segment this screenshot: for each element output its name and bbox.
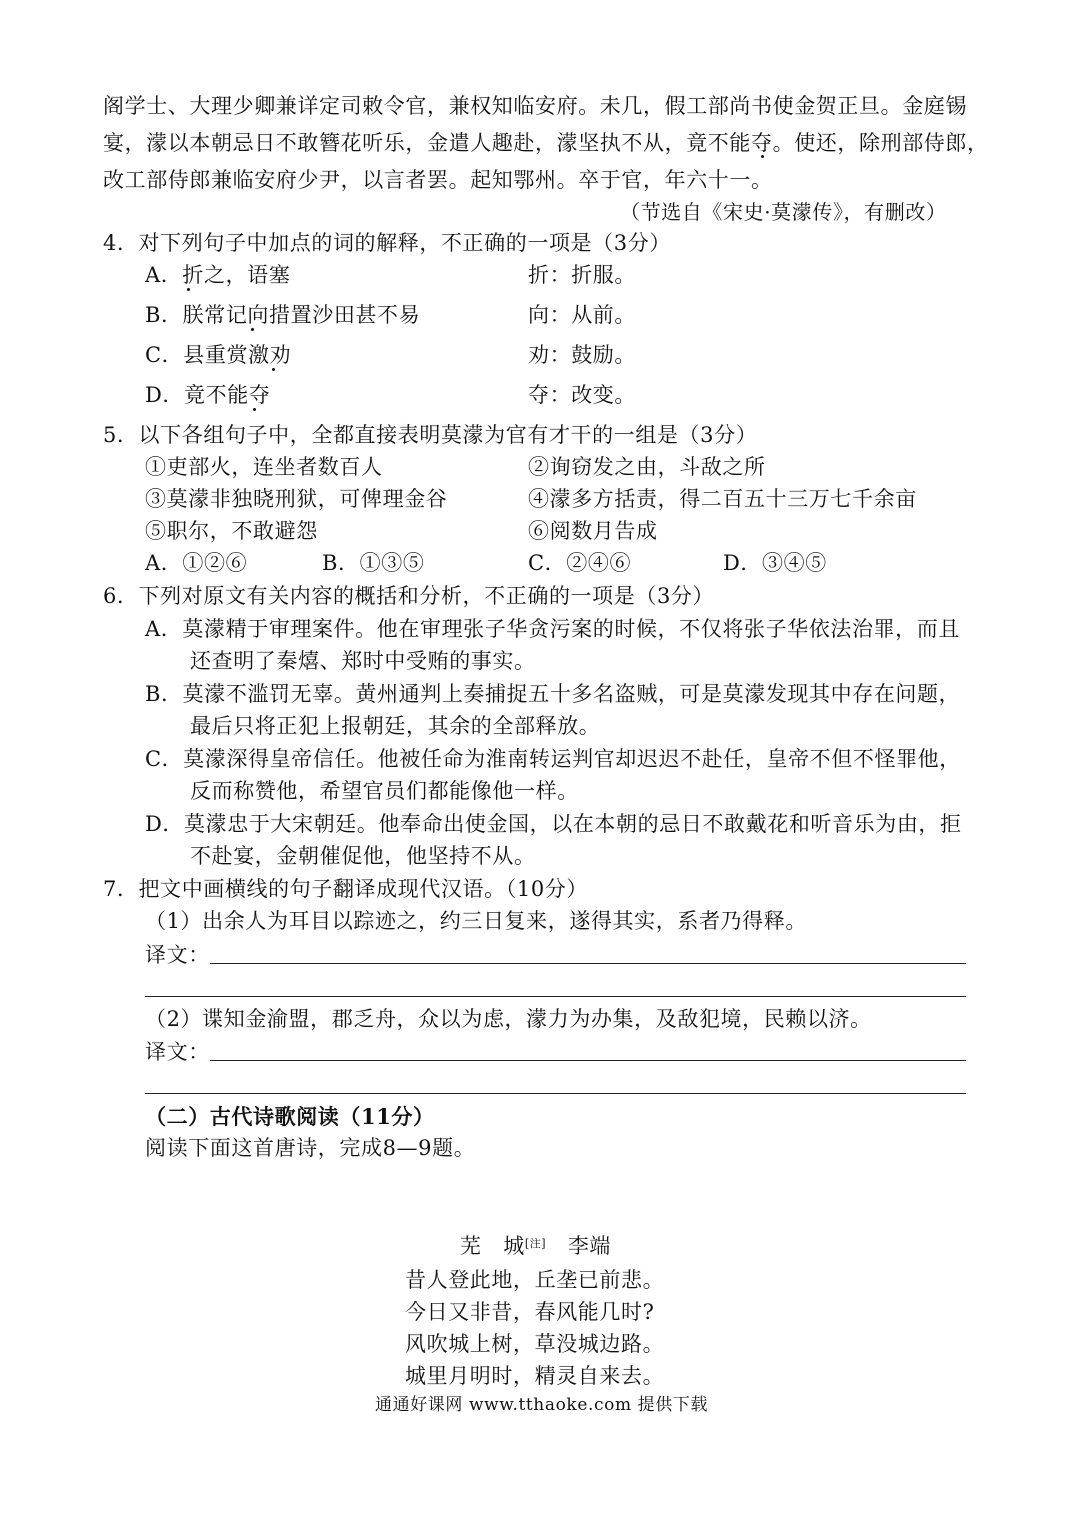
answer-line[interactable] [210,1060,966,1061]
q5-item-5: ⑤职尔，不敢避怨 [145,519,318,543]
q6-option-d-line2: 不赴宴，金朝催促他，他坚持不从。 [190,844,536,868]
q4-option-b-gloss: 向：从前。 [528,303,636,327]
emphasis-dot [272,368,275,371]
q5-choice-b: B．①③⑤ [322,551,425,575]
q7-answer-label-1: 译文： [145,943,210,967]
passage-line-3: 改工部侍郎兼临安府少尹，以言者罢。起知鄂州。卒于官，年六十一。 [103,168,773,192]
q6-option-d-line1: D．莫濛忠于大宋朝廷。他奉命出使金国，以在本朝的忌日不敢戴花和听音乐为由，拒 [145,812,962,836]
q5-item-3: ③莫濛非独晓刑狱，可俾理金谷 [145,487,448,511]
q5-item-2: ②询窃发之由，斗敌之所 [528,455,766,479]
q6-stem: 6．下列对原文有关内容的概括和分析，不正确的一项是（3分） [103,584,715,608]
q5-choice-d: D．③④⑤ [723,551,827,575]
emphasis-dot [253,408,256,411]
q4-option-c-gloss: 劝：鼓励。 [528,343,636,367]
poem-note-mark: [注] [524,1237,547,1250]
q4-option-d: D．竟不能夺 [145,383,271,407]
q7-sentence-1: （1）出余人为耳目以踪迹之，约三日复来，遂得其实，系者乃得释。 [145,909,807,933]
passage-line-2: 宴，濛以本朝忌日不敢簪花听乐，金遣人趣赴，濛坚执不从，竟不能夺。使还，除刑部侍郎， [103,131,989,155]
q6-option-c-line2: 反而称赞他，希望官员们都能像他一样。 [190,779,579,803]
q6-option-a-line1: A．莫濛精于审理案件。他在审理张子华贪污案的时候，不仅将张子华依法治罪，而且 [145,617,960,641]
q6-option-b-line2: 最后只将正犯上报朝廷，其余的全部释放。 [190,714,601,738]
q5-stem: 5．以下各组句子中，全都直接表明莫濛为官有才干的一组是（3分） [103,423,758,447]
answer-line[interactable] [145,1093,966,1094]
poem-author: 李端 [567,1234,612,1258]
q6-option-c-line1: C．莫濛深得皇帝信任。他被任命为淮南转运判官却迟迟不赴任，皇帝不但不怪罪他， [145,747,961,771]
q4-option-b: B．朕常记向措置沙田甚不易 [145,303,421,327]
emphasis-dot [187,288,190,291]
q6-option-b-line1: B．莫濛不滥罚无辜。黄州通判上奏捕捉五十多名盗贼，可是莫濛发现其中存在问题， [145,682,961,706]
section-intro: 阅读下面这首唐诗，完成8—9题。 [145,1136,476,1160]
source-note: （节选自《宋史·莫濛传》，有删改） [620,200,947,224]
q5-item-1: ①吏部火，连坐者数百人 [145,455,383,479]
footer-watermark: 通通好课网 www.tthaoke.com 提供下载 [375,1395,709,1415]
q5-choice-c: C．②④⑥ [528,551,632,575]
emphasis-dot [251,328,254,331]
q5-choice-a: A．①②⑥ [145,551,248,575]
emphasis-dot [761,155,764,158]
q4-option-d-gloss: 夺：改变。 [528,383,636,407]
poem-line-4: 城里月明时，精灵自来去。 [405,1364,665,1388]
q6-option-a-line2: 还查明了秦熺、郑时中受贿的事实。 [190,649,536,673]
poem-line-3: 风吹城上树，草没城边路。 [405,1332,665,1356]
passage-line-1: 阁学士、大理少卿兼详定司敕令官，兼权知临安府。未几，假工部尚书使金贺正旦。金庭锡 [103,94,967,118]
answer-line[interactable] [145,996,966,997]
q5-item-4: ④濛多方括责，得二百五十三万七千余亩 [528,487,917,511]
q4-option-a-gloss: 折：折服。 [528,263,636,287]
q5-item-6: ⑥阅数月告成 [528,519,658,543]
q7-answer-label-2: 译文： [145,1040,210,1064]
q7-sentence-2: （2）谍知金渝盟，郡乏舟，众以为虑，濛力为办集，及敌犯境，民赖以济。 [145,1007,872,1031]
section-title: （二）古代诗歌阅读（11分） [145,1104,435,1129]
poem-line-1: 昔人登此地，丘垄已前悲。 [405,1268,665,1292]
q4-option-c: C．县重赏激劝 [145,343,292,367]
poem-line-2: 今日又非昔，春风能几时? [405,1300,655,1324]
answer-line[interactable] [210,963,966,964]
q4-option-a: A．折之，语塞 [145,263,291,287]
q4-stem: 4．对下列句子中加点的词的解释，不正确的一项是（3分） [103,231,671,255]
poem-title: 芜 城 [460,1234,525,1258]
q7-stem: 7．把文中画横线的句子翻译成现代汉语。（10分） [103,877,588,901]
poem-title-line [460,1232,611,1260]
